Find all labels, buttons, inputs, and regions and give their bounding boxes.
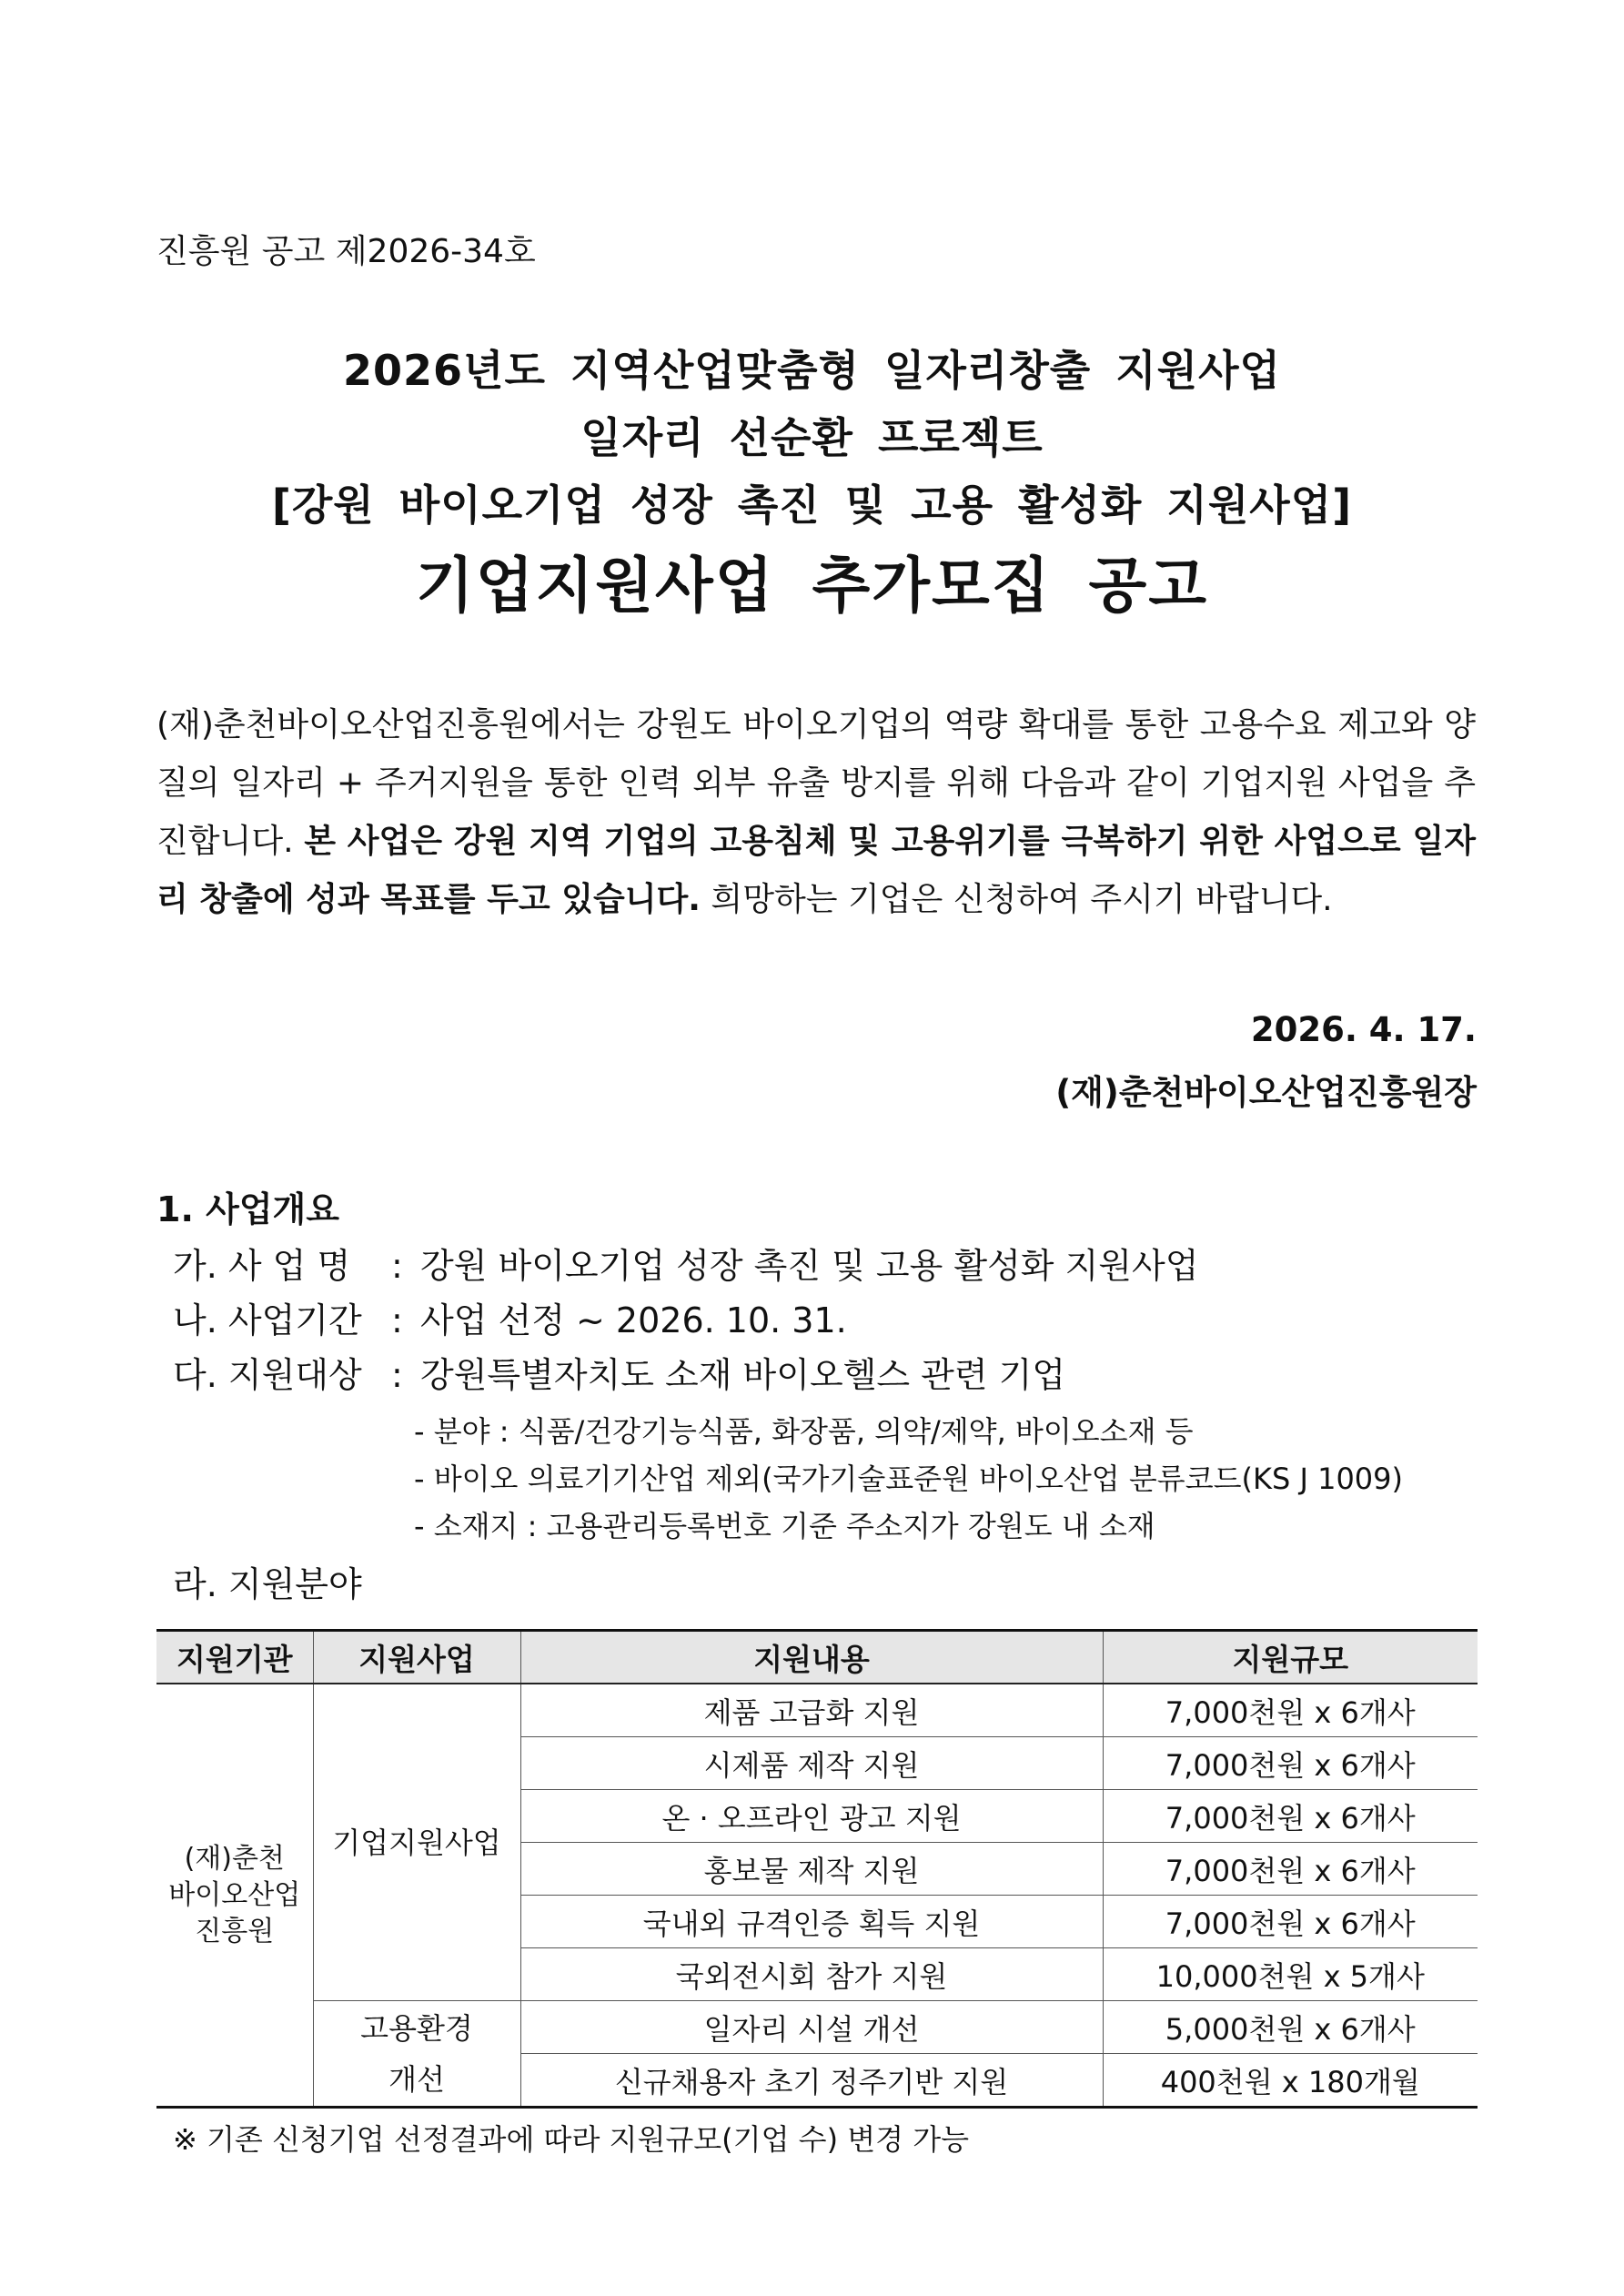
header-program: 지원사업 — [313, 1631, 520, 1684]
org-line: 진흥원 — [195, 1915, 275, 1947]
cell-content: 국내외 규격인증 획득 지원 — [520, 1896, 1103, 1948]
cell-program-group-1: 기업지원사업 — [313, 1684, 520, 2001]
cell-scale: 10,000천원 x 5개사 — [1103, 1948, 1478, 2001]
intro-paragraph — [156, 696, 1476, 929]
overview-colon: : — [391, 1300, 403, 1340]
cell-content: 제품 고급화 지원 — [520, 1684, 1103, 1737]
section-1-heading: 1. 사업개요 — [156, 1189, 339, 1229]
notice-date: 2026. 4. 17. — [1250, 1010, 1477, 1049]
issuer-name: (재)춘천바이오산업진흥원장 — [1055, 1073, 1477, 1112]
intro-bold-text: 본 사업은 강원 지역 기업의 고용침체 및 고용위기를 극복하기 위한 사업으로 일자리 창출에 성과 목표를 두고 있습니다. — [156, 823, 1476, 918]
cell-scale: 5,000천원 x 6개사 — [1103, 2001, 1478, 2054]
main-title: 기업지원사업 추가모집 공고 — [415, 551, 1209, 621]
cell-program-group-2 — [313, 2001, 520, 2108]
title-line-1: 2026년도 지역산업맞춤형 일자리창출 지원사업 — [343, 346, 1281, 395]
cell-scale: 7,000천원 x 6개사 — [1103, 1896, 1478, 1948]
cell-content: 시제품 제작 지원 — [520, 1737, 1103, 1790]
overview-item-name — [173, 1238, 1198, 1288]
table-header-row — [156, 1631, 1478, 1684]
cell-content: 신규채용자 초기 정주기반 지원 — [520, 2054, 1103, 2108]
overview-value: 강원 바이오기업 성장 촉진 및 고용 활성화 지원사업 — [420, 1246, 1199, 1286]
cell-scale: 7,000천원 x 6개사 — [1103, 1737, 1478, 1790]
title-line-3: [강원 바이오기업 성장 촉진 및 고용 활성화 지원사업] — [271, 480, 1353, 530]
support-table — [156, 1629, 1478, 2109]
overview-colon: : — [391, 1355, 403, 1395]
footnote: ※ 기존 신청기업 선정결과에 따라 지원규모(기업 수) 변경 가능 — [173, 2122, 970, 2157]
table-row — [156, 2001, 1478, 2054]
overview-label: 다. 지원대상 — [173, 1355, 362, 1395]
target-sub-item: - 소재지 : 고용관리등록번호 기준 주소지가 강원도 내 소재 — [414, 1509, 1155, 1543]
overview-item-target — [173, 1347, 1065, 1397]
cell-org — [156, 1684, 313, 2108]
cell-scale: 7,000천원 x 6개사 — [1103, 1843, 1478, 1896]
header-scale: 지원규모 — [1103, 1631, 1478, 1684]
program-line: 고용환경 — [360, 2010, 473, 2046]
cell-scale: 7,000천원 x 6개사 — [1103, 1790, 1478, 1843]
org-line: (재)춘천 — [184, 1842, 285, 1875]
cell-content: 일자리 시설 개선 — [520, 2001, 1103, 2054]
cell-content: 홍보물 제작 지원 — [520, 1843, 1103, 1896]
cell-scale: 7,000천원 x 6개사 — [1103, 1684, 1478, 1737]
cell-scale: 400천원 x 180개월 — [1103, 2054, 1478, 2108]
intro-text-2: 희망하는 기업은 신청하여 주시기 바랍니다. — [700, 881, 1333, 918]
program-line: 개선 — [388, 2061, 445, 2097]
target-sub-item: - 분야 : 식품/건강기능식품, 화장품, 의약/제약, 바이오소재 등 — [414, 1414, 1194, 1449]
overview-label: 가. 사 업 명 — [173, 1246, 351, 1286]
overview-colon: : — [391, 1246, 403, 1286]
header-content: 지원내용 — [520, 1631, 1103, 1684]
header-org: 지원기관 — [156, 1631, 313, 1684]
target-sub-item: - 바이오 의료기기산업 제외(국가기술표준원 바이오산업 분류코드(KS J 1009) — [414, 1462, 1404, 1496]
table-row — [156, 1684, 1478, 1737]
overview-value: 사업 선정 ~ 2026. 10. 31. — [420, 1300, 847, 1340]
cell-content: 온 · 오프라인 광고 지원 — [520, 1790, 1103, 1843]
cell-content: 국외전시회 참가 지원 — [520, 1948, 1103, 2001]
overview-value: 강원특별자치도 소재 바이오헬스 관련 기업 — [420, 1355, 1066, 1395]
title-block — [0, 337, 1624, 630]
title-line-2: 일자리 선순환 프로젝트 — [580, 413, 1044, 462]
overview-item-period — [173, 1292, 847, 1342]
notice-number: 진흥원 공고 제2026-34호 — [156, 233, 536, 270]
intro-text-1: (재)춘천바이오산업진흥원에서는 강원도 바이오기업의 역량 확대를 통한 고용수요 제고와 양질의 일자리 + 주거지원을 통한 인력 외부 유출 방지를 위해 다음과 같이 기업지원 사업을 추진합니다. — [156, 706, 1476, 860]
overview-label: 나. 사업기간 — [173, 1300, 362, 1340]
org-line: 바이오산업 — [168, 1878, 301, 1911]
overview-item-field: 라. 지원분야 — [173, 1564, 362, 1604]
